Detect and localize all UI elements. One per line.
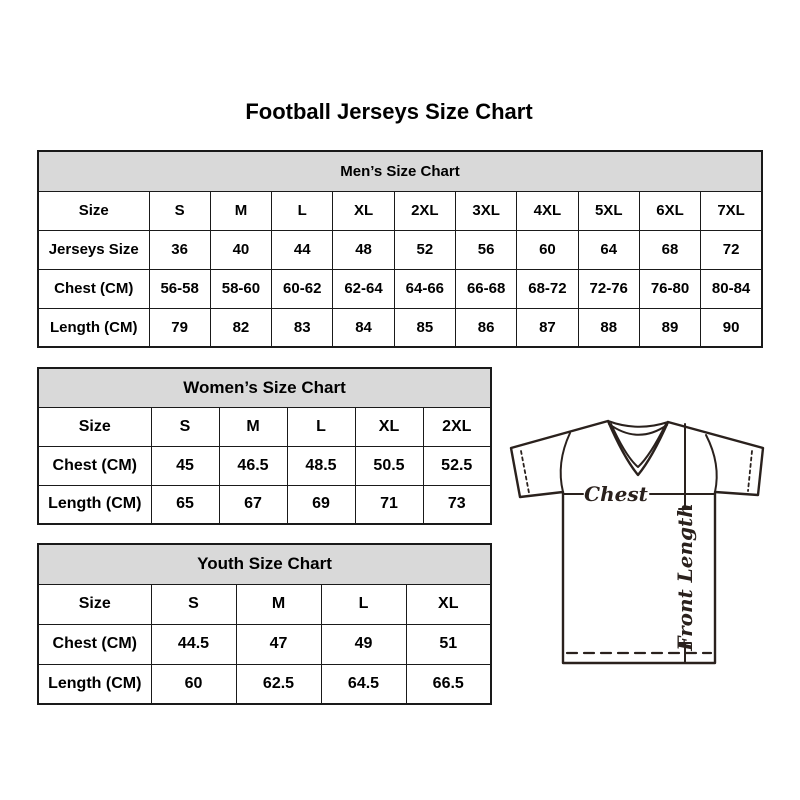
table-cell: 87 xyxy=(517,308,578,347)
table-row xyxy=(38,308,762,347)
table-cell: 69 xyxy=(287,485,355,524)
table-cell: 56-58 xyxy=(149,269,210,308)
page-title: Football Jerseys Size Chart xyxy=(245,99,533,124)
table-cell: 84 xyxy=(333,308,394,347)
sleeve-stitch-left xyxy=(521,451,529,493)
table-cell: 76-80 xyxy=(639,269,700,308)
table-cell: 72 xyxy=(701,230,762,269)
table-cell: 48 xyxy=(333,230,394,269)
armhole-seam-left xyxy=(561,433,570,492)
row-label: Size xyxy=(38,584,151,624)
table-row xyxy=(38,584,491,624)
table-cell: 44 xyxy=(272,230,333,269)
table-cell: 52.5 xyxy=(423,446,491,485)
column-header: 4XL xyxy=(517,191,578,230)
column-header: XL xyxy=(355,407,423,446)
column-header: M xyxy=(236,584,321,624)
column-header: M xyxy=(219,407,287,446)
table-cell: 64.5 xyxy=(321,664,406,704)
front-length-label: Front Length xyxy=(673,503,697,651)
column-header: M xyxy=(210,191,271,230)
row-label: Length (CM) xyxy=(38,485,151,524)
table-cell: 51 xyxy=(406,624,491,664)
womens-size-table xyxy=(37,367,492,525)
table-cell: 65 xyxy=(151,485,219,524)
table-cell: 64-66 xyxy=(394,269,455,308)
table-cell: 73 xyxy=(423,485,491,524)
row-label: Chest (CM) xyxy=(38,446,151,485)
column-header: 2XL xyxy=(394,191,455,230)
row-label: Chest (CM) xyxy=(38,624,151,664)
row-label: Size xyxy=(38,191,149,230)
column-header: L xyxy=(321,584,406,624)
table-cell: 72-76 xyxy=(578,269,639,308)
youth-size-table xyxy=(37,543,492,705)
column-header: XL xyxy=(333,191,394,230)
table-header-row xyxy=(38,151,762,191)
table-cell: 67 xyxy=(219,485,287,524)
column-header: S xyxy=(151,584,236,624)
table-cell: 52 xyxy=(394,230,455,269)
table-cell: 36 xyxy=(149,230,210,269)
table-cell: 90 xyxy=(701,308,762,347)
table-header-row xyxy=(38,544,491,584)
table-cell: 66-68 xyxy=(455,269,516,308)
table-row xyxy=(38,485,491,524)
table-cell: 68 xyxy=(639,230,700,269)
table-cell: 83 xyxy=(272,308,333,347)
table-cell: 82 xyxy=(210,308,271,347)
table-cell: 85 xyxy=(394,308,455,347)
table-cell: 60 xyxy=(517,230,578,269)
table-cell: 89 xyxy=(639,308,700,347)
mens-table-title: Men’s Size Chart xyxy=(38,151,762,191)
column-header: 6XL xyxy=(639,191,700,230)
table-cell: 88 xyxy=(578,308,639,347)
column-header: L xyxy=(272,191,333,230)
table-cell: 68-72 xyxy=(517,269,578,308)
table-cell: 45 xyxy=(151,446,219,485)
chest-label: Chest xyxy=(584,482,648,506)
table-cell: 58-60 xyxy=(210,269,271,308)
table-row xyxy=(38,269,762,308)
armhole-seam-right xyxy=(706,435,717,492)
row-label: Length (CM) xyxy=(38,664,151,704)
table-cell: 80-84 xyxy=(701,269,762,308)
row-label: Chest (CM) xyxy=(38,269,149,308)
table-row xyxy=(38,446,491,485)
table-cell: 40 xyxy=(210,230,271,269)
sleeve-stitch-right xyxy=(748,451,752,491)
table-cell: 86 xyxy=(455,308,516,347)
table-cell: 46.5 xyxy=(219,446,287,485)
table-cell: 71 xyxy=(355,485,423,524)
collar-top-arc xyxy=(608,421,668,427)
jersey-diagram xyxy=(495,405,780,680)
row-label: Length (CM) xyxy=(38,308,149,347)
table-row xyxy=(38,407,491,446)
table-cell: 62-64 xyxy=(333,269,394,308)
youth-table-title: Youth Size Chart xyxy=(38,544,491,584)
womens-table-title: Women’s Size Chart xyxy=(38,368,491,407)
table-row xyxy=(38,191,762,230)
table-row xyxy=(38,664,491,704)
row-label: Size xyxy=(38,407,151,446)
table-cell: 79 xyxy=(149,308,210,347)
column-header: S xyxy=(149,191,210,230)
table-cell: 60 xyxy=(151,664,236,704)
column-header: 2XL xyxy=(423,407,491,446)
jersey-outline xyxy=(511,421,763,663)
table-cell: 56 xyxy=(455,230,516,269)
column-header: 3XL xyxy=(455,191,516,230)
column-header: 7XL xyxy=(701,191,762,230)
column-header: 5XL xyxy=(578,191,639,230)
table-cell: 62.5 xyxy=(236,664,321,704)
mens-size-table xyxy=(37,150,763,348)
row-label: Jerseys Size xyxy=(38,230,149,269)
table-cell: 60-62 xyxy=(272,269,333,308)
column-header: XL xyxy=(406,584,491,624)
column-header: L xyxy=(287,407,355,446)
table-cell: 64 xyxy=(578,230,639,269)
table-cell: 44.5 xyxy=(151,624,236,664)
table-cell: 66.5 xyxy=(406,664,491,704)
column-header: S xyxy=(151,407,219,446)
table-cell: 49 xyxy=(321,624,406,664)
table-row xyxy=(38,230,762,269)
table-row xyxy=(38,624,491,664)
table-header-row xyxy=(38,368,491,407)
table-cell: 50.5 xyxy=(355,446,423,485)
table-cell: 48.5 xyxy=(287,446,355,485)
table-cell: 47 xyxy=(236,624,321,664)
